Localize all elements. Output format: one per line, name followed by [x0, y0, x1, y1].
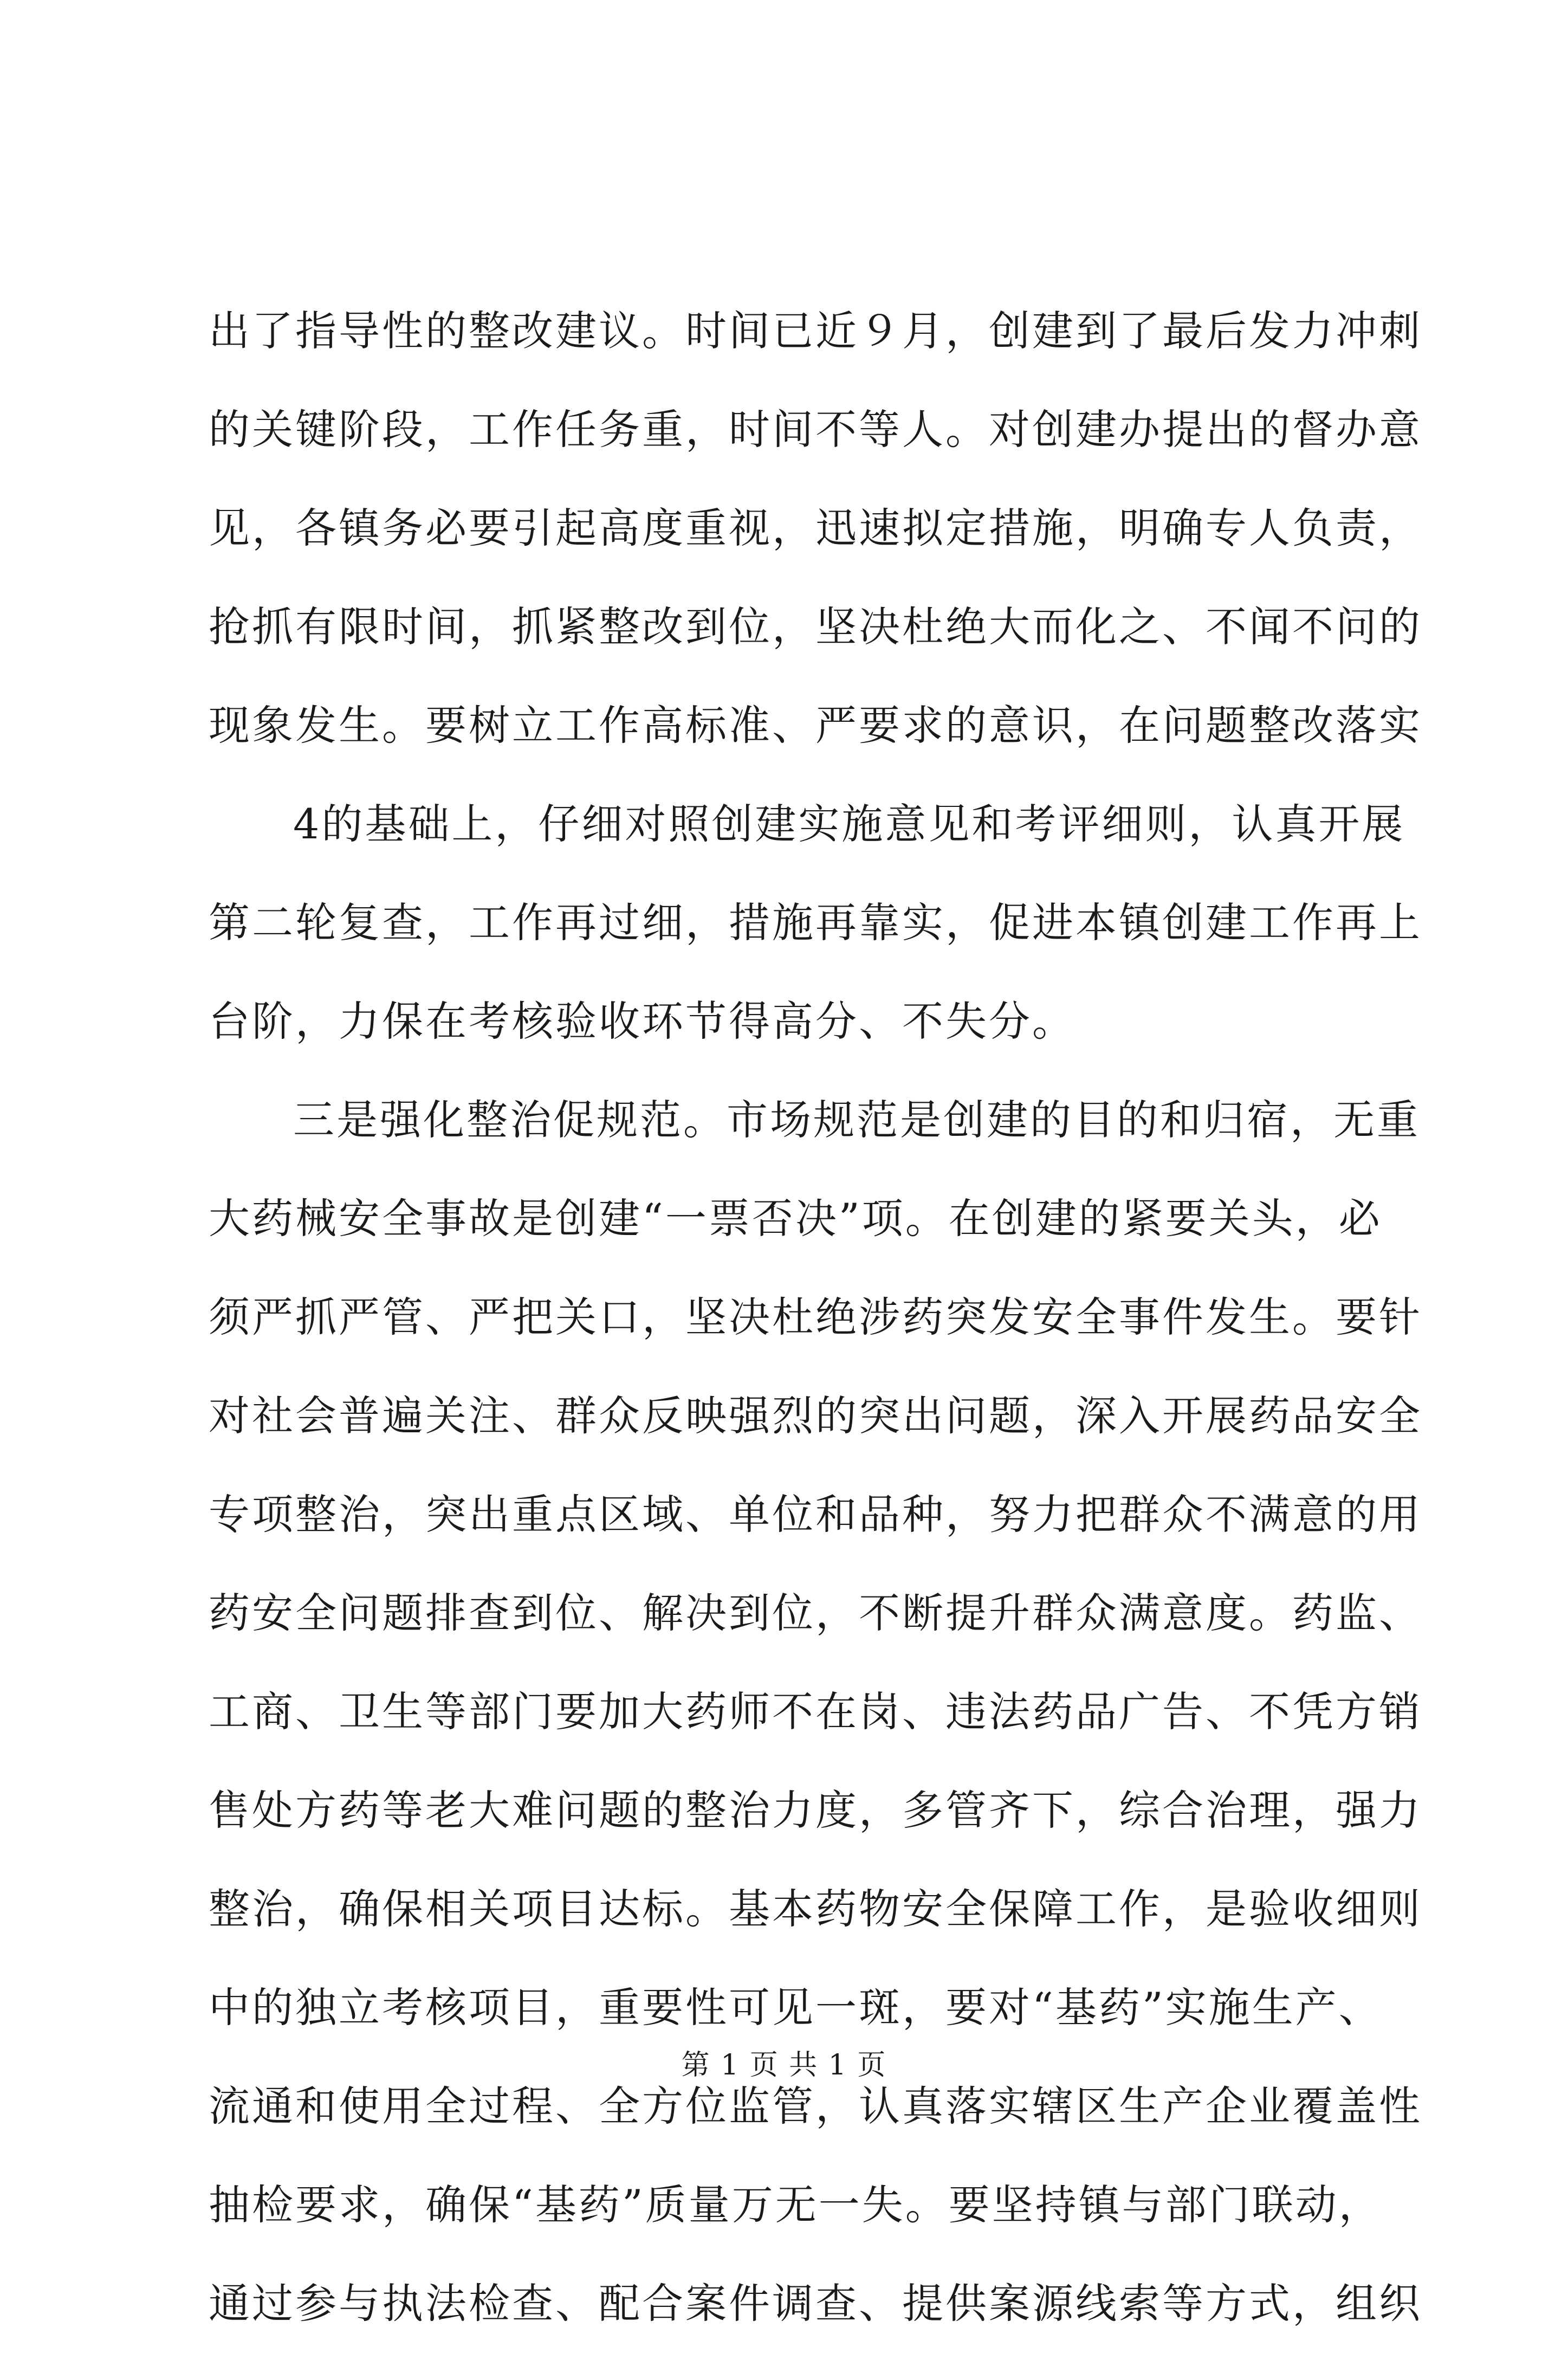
text-line: 工商、卫生等部门要加大药师不在岗、违法药品广告、不凭方销 [209, 1688, 1422, 1736]
text-line: 三是强化整治促规范。市场规范是创建的目的和归宿，无重 [293, 1096, 1420, 1144]
page-footer [0, 2042, 1568, 2083]
text-line: 通过参与执法检查、配合案件调查、提供案源线索等方式，组织 [209, 2279, 1422, 2328]
text-line: 出了指导性的整改建议。时间已近９月，创建到了最后发力冲刺 [209, 307, 1422, 355]
text-line: 抽检要求，确保“基药”质量万无一失。要坚持镇与部门联动， [209, 2181, 1382, 2229]
text-line: 抢抓有限时间，抓紧整改到位，坚决杜绝大而化之、不闻不问的 [209, 603, 1422, 651]
text-line: 药安全问题排查到位、解决到位，不断提升群众满意度。药监、 [209, 1589, 1422, 1637]
page-number-label: 第 1 页 共 1 页 [681, 2049, 887, 2082]
text-line: 的关键阶段，工作任务重，时间不等人。对创建办提出的督办意 [209, 405, 1422, 454]
text-line: 售处方药等老大难问题的整治力度，多管齐下，综合治理，强力 [209, 1786, 1422, 1834]
text-line: 台阶，力保在考核验收环节得高分、不失分。 [209, 997, 1075, 1045]
text-line: 流通和使用全过程、全方位监管，认真落实辖区生产企业覆盖性 [209, 2082, 1422, 2130]
text-line: 中的独立考核项目，重要性可见一斑，要对“基药”实施生产、 [209, 1983, 1382, 2032]
text-line: 对社会普遍关注、群众反映强烈的突出问题，深入开展药品安全 [209, 1392, 1422, 1440]
text-line: 4的基础上，仔细对照创建实施意见和考评细则，认真开展 [293, 800, 1405, 848]
text-line: 现象发生。要树立工作高标准、严要求的意识，在问题整改落实 [209, 701, 1422, 749]
text-line: 大药械安全事故是创建“一票否决”项。在创建的紧要关头，必 [209, 1194, 1382, 1243]
text-line: 专项整治，突出重点区域、单位和品种，努力把群众不满意的用 [209, 1490, 1422, 1538]
text-line: 第二轮复查，工作再过细，措施再靠实，促进本镇创建工作再上 [209, 898, 1422, 947]
text-line: 见，各镇务必要引起高度重视，迅速拟定措施，明确专人负责， [209, 504, 1422, 552]
text-line: 整治，确保相关项目达标。基本药物安全保障工作，是验收细则 [209, 1885, 1422, 1933]
text-line: 须严抓严管、严把关口，坚决杜绝涉药突发安全事件发生。要针 [209, 1293, 1422, 1341]
